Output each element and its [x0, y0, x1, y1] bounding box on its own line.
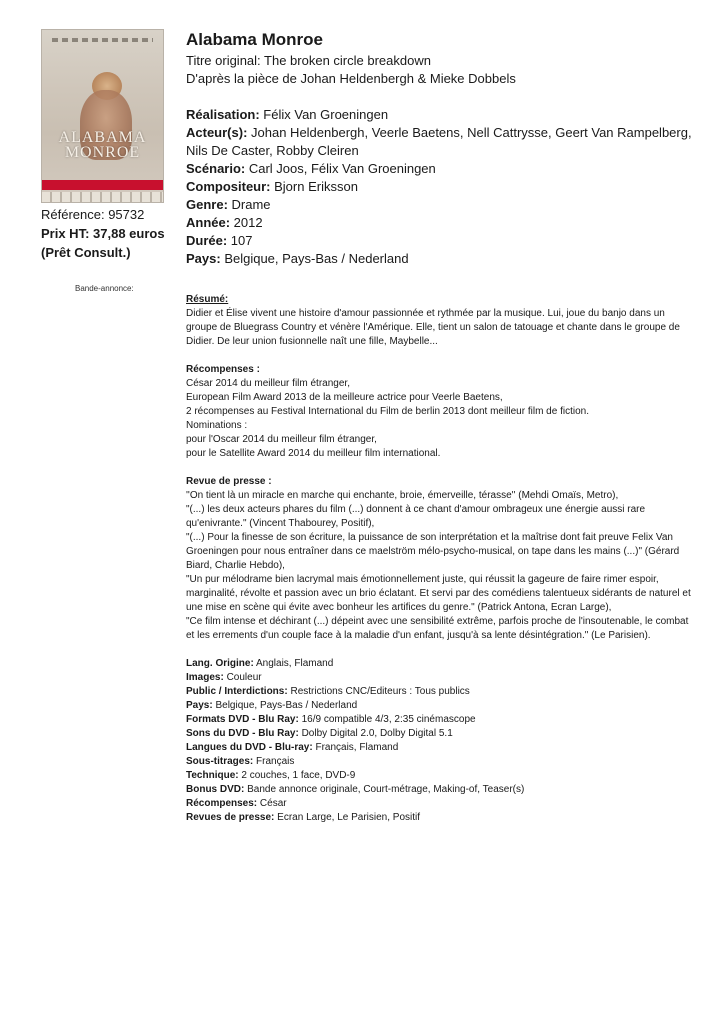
tech-value: Bande annonce originale, Court-métrage, Making-of, Teaser(s) — [244, 784, 525, 795]
credit-row — [186, 106, 706, 124]
tech-row — [186, 769, 698, 783]
credit-value: 107 — [227, 233, 253, 248]
awards-line: César 2014 du meilleur film étranger, — [186, 378, 350, 389]
credit-label: Compositeur: — [186, 179, 271, 194]
poster-footer-credits — [42, 192, 163, 203]
credit-row — [186, 160, 706, 178]
loan-type: (Prêt Consult.) — [41, 245, 131, 260]
credit-row — [186, 178, 706, 196]
credit-row — [186, 124, 706, 160]
tech-label: Public / Interdictions: — [186, 686, 288, 697]
credit-label: Réalisation: — [186, 107, 260, 122]
credit-value: Drame — [227, 197, 271, 212]
tech-value: Restrictions CNC/Editeurs : Tous publics — [287, 686, 470, 697]
tech-value: 2 couches, 1 face, DVD-9 — [238, 770, 356, 781]
awards-line: Nominations : — [186, 420, 248, 431]
tech-label: Récompenses: — [186, 798, 258, 809]
credits-list — [186, 106, 706, 268]
original-title: Titre original: The broken circle breakdown — [186, 53, 431, 68]
awards-line: pour l'Oscar 2014 du meilleur film étranger, — [186, 434, 377, 445]
credit-value: Félix Van Groeningen — [259, 107, 389, 122]
main-info — [186, 30, 706, 268]
press-line: ''On tient là un miracle en marche qui enchante, broie, émerveille, térasse'' (Mehdi Omaïs, Metro), — [186, 490, 619, 501]
trailer-label: Bande-annonce: — [75, 284, 134, 293]
page-title: Alabama Monroe — [186, 30, 323, 49]
tech-row — [186, 699, 698, 713]
tech-label: Revues de presse: — [186, 812, 275, 823]
awards-line: pour le Satellite Award 2014 du meilleur film international. — [186, 448, 441, 459]
tech-row — [186, 811, 698, 825]
awards-line: European Film Award 2013 de la meilleure actrice pour Veerle Baetens, — [186, 392, 503, 403]
tech-value: César — [257, 798, 287, 809]
press-line: "Ce film intense et déchirant (...) dépeint avec une sensibilité extrême, parfois proche de l'insoutenable, le combat et les errements d'un couple face à la maladie d'un enfant, jusqu'à sa lente désintégration." (Le Parisien). — [186, 616, 689, 641]
tech-label: Images: — [186, 672, 224, 683]
tech-row — [186, 685, 698, 699]
tech-row — [186, 797, 698, 811]
details-body — [186, 293, 698, 825]
movie-poster — [41, 29, 164, 203]
tech-value: Français — [253, 756, 295, 767]
tech-value: Belgique, Pays-Bas / Nederland — [212, 700, 358, 711]
tech-label: Formats DVD - Blu Ray: — [186, 714, 299, 725]
credit-row — [186, 196, 706, 214]
credit-row — [186, 214, 706, 232]
poster-red-band — [42, 180, 163, 190]
tech-label: Technique: — [186, 770, 239, 781]
tech-label: Langues du DVD - Blu-ray: — [186, 742, 313, 753]
tech-value: Couleur — [223, 672, 262, 683]
tech-row — [186, 713, 698, 727]
awards-line: 2 récompenses au Festival International du Film de berlin 2013 dont meilleur film de fiction. — [186, 406, 589, 417]
price: Prix HT: 37,88 euros — [41, 226, 165, 241]
credit-value: 2012 — [230, 215, 263, 230]
tech-row — [186, 727, 698, 741]
tech-label: Bonus DVD: — [186, 784, 245, 795]
credit-row — [186, 232, 706, 250]
poster-title-line1: ALABAMA — [58, 129, 147, 146]
based-on: D'après la pièce de Johan Heldenbergh & Mieke Dobbels — [186, 71, 516, 86]
press-line: "(...) Pour la finesse de son écriture, la puissance de son interprétation et la maîtrise dont fait preuve Felix Van Groeningen pour nous entraîner dans ce maelström mélo-psycho-musical, on tape dans les mains (...)" (Gérard Biard, Charlie Hebdo), — [186, 532, 680, 571]
credit-value: Bjorn Eriksson — [270, 179, 358, 194]
awards-heading: Récompenses : — [186, 364, 260, 375]
summary-text: Didier et Élise vivent une histoire d'amour passionnée et rythmée par la musique. Lui, joue du banjo dans un groupe de Bluegrass Country et vénère l'Amérique. Elle, tient un salon de tatouage et chante dans le groupe de Didier. De leur union fusionnelle naît une fille, Maybelle... — [186, 308, 680, 347]
poster-credit-line — [52, 38, 153, 42]
tech-row — [186, 755, 698, 769]
tech-label: Lang. Origine: — [186, 658, 254, 669]
tech-value: 16/9 compatible 4/3, 2:35 cinémascope — [298, 714, 476, 725]
poster-title — [42, 130, 163, 160]
tech-value: Dolby Digital 2.0, Dolby Digital 5.1 — [298, 728, 453, 739]
credit-label: Durée: — [186, 233, 228, 248]
tech-value: Anglais, Flamand — [253, 658, 334, 669]
tech-label: Sons du DVD - Blu Ray: — [186, 728, 299, 739]
press-line: "(...) les deux acteurs phares du film (...) donnent à ce chant d'amour ombrageux une énergie aussi rare qu'enivrante." (Vincent Thabourey, Positif), — [186, 504, 646, 529]
credit-label: Scénario: — [186, 161, 246, 176]
tech-row — [186, 657, 698, 671]
credit-label: Acteur(s): — [186, 125, 248, 140]
poster-title-line2: MONROE — [64, 144, 141, 161]
left-info — [41, 205, 181, 262]
press-heading: Revue de presse : — [186, 476, 272, 487]
credit-label: Année: — [186, 215, 231, 230]
tech-specs — [186, 657, 698, 825]
credit-value: Belgique, Pays-Bas / Nederland — [220, 251, 409, 266]
credit-label: Genre: — [186, 197, 228, 212]
tech-value: Ecran Large, Le Parisien, Positif — [274, 812, 421, 823]
credit-row — [186, 250, 706, 268]
reference: Référence: 95732 — [41, 207, 145, 222]
tech-row — [186, 671, 698, 685]
press-line: "Un pur mélodrame bien lacrymal mais émotionnellement juste, qui réussit la gageure de faire rimer espoir, marginalité, révolte et passion avec un brio éclatant. Et servi par des comédiens talentueux sidérants de naturel et une mise en scène qui évite avec bonheur les artifices du genre." (Patrick Antona, Ecran Large), — [186, 574, 691, 613]
credit-label: Pays: — [186, 251, 221, 266]
tech-row — [186, 741, 698, 755]
tech-label: Sous-titrages: — [186, 756, 254, 767]
tech-label: Pays: — [186, 700, 213, 711]
credit-value: Johan Heldenbergh, Veerle Baetens, Nell Cattrysse, Geert Van Rampelberg, Nils De Caster, Robby Cleiren — [186, 125, 692, 158]
tech-value: Français, Flamand — [312, 742, 399, 753]
credit-value: Carl Joos, Félix Van Groeningen — [245, 161, 436, 176]
summary-heading: Résumé: — [186, 294, 229, 305]
tech-row — [186, 783, 698, 797]
